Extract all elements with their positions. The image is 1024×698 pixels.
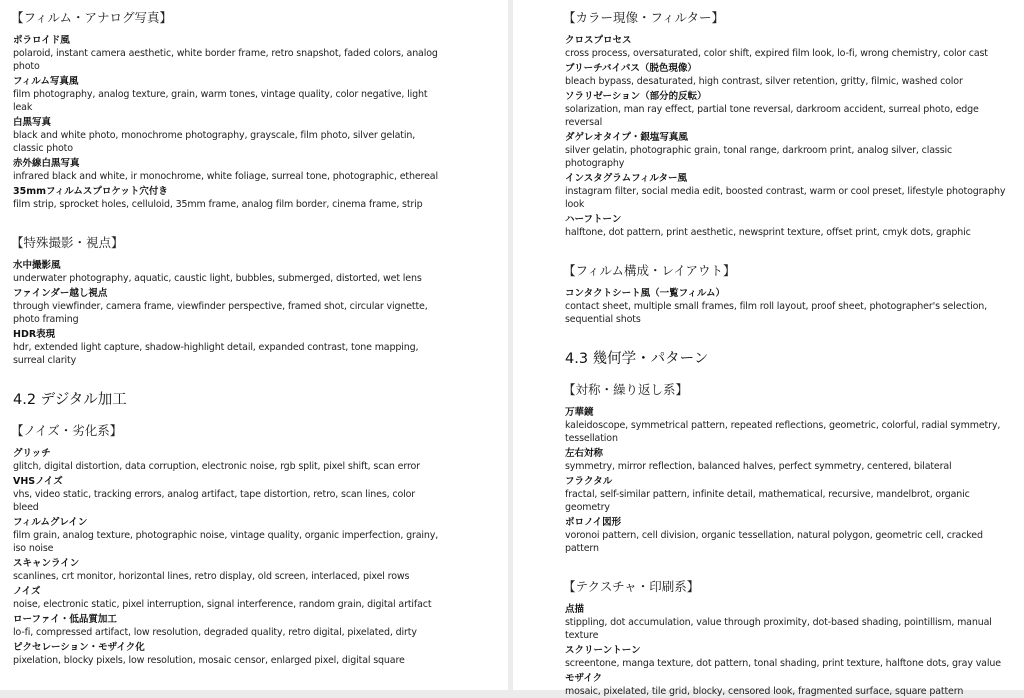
glossary-entry bbox=[565, 406, 1024, 445]
entry-term: 点描 bbox=[565, 604, 585, 615]
glossary-entry bbox=[565, 34, 1024, 60]
entry-description: lo-fi, compressed artifact, low resolution, degraded quality, retro digital, pixelated, dirty bbox=[13, 627, 417, 638]
entry-term: フィルムグレイン bbox=[13, 517, 88, 528]
section-subheading: 【特殊撮影・視点】 bbox=[11, 235, 124, 250]
entry-term: グリッチ bbox=[13, 448, 51, 459]
section-subheading: 【フィルム・アナログ写真】 bbox=[11, 10, 173, 25]
entry-term: ソラリゼーション（部分的反転） bbox=[565, 91, 707, 102]
entry-term: 水中撮影風 bbox=[13, 260, 61, 271]
glossary-entry bbox=[565, 516, 1024, 555]
glossary-entry bbox=[565, 603, 1024, 642]
entry-description: through viewfinder, camera frame, viewfinder perspective, framed shot, circular vignette, photo framing bbox=[13, 301, 428, 325]
glossary-entry bbox=[565, 672, 1024, 698]
glossary-entry bbox=[13, 328, 508, 367]
glossary-entry bbox=[13, 75, 508, 114]
entry-group bbox=[13, 34, 508, 211]
glossary-entry bbox=[13, 157, 508, 183]
entry-description: voronoi pattern, cell division, organic tessellation, natural polygon, geometric cell, cracked pattern bbox=[565, 530, 983, 554]
glossary-entry bbox=[13, 585, 508, 611]
glossary-entry bbox=[13, 557, 508, 583]
entry-group bbox=[565, 603, 1024, 698]
glossary-entry bbox=[565, 475, 1024, 514]
entry-description: fractal, self-similar pattern, infinite detail, mathematical, recursive, mandelbrot, organic geometry bbox=[565, 489, 970, 513]
entry-term: スクリーントーン bbox=[565, 645, 641, 656]
entry-description: kaleidoscope, symmetrical pattern, repeated reflections, geometric, colorful, radial symmetry, tessellation bbox=[565, 420, 1001, 444]
entry-description: vhs, video static, tracking errors, analog artifact, tape distortion, retro, scan lines, color bleed bbox=[13, 489, 416, 513]
glossary-entry bbox=[13, 516, 508, 555]
glossary-entry bbox=[565, 90, 1024, 129]
entry-term: ピクセレーション・モザイク化 bbox=[13, 642, 145, 653]
section-subheading: 【対称・繰り返し系】 bbox=[563, 382, 689, 397]
glossary-entry bbox=[13, 34, 508, 73]
entry-description: symmetry, mirror reflection, balanced halves, perfect symmetry, centered, bilateral bbox=[565, 461, 952, 472]
glossary-entry bbox=[565, 62, 1024, 88]
entry-description: screentone, manga texture, dot pattern, tonal shading, print texture, halftone dots, gray value bbox=[565, 658, 1001, 669]
entry-description: stippling, dot accumulation, value through proximity, dot-based shading, pointillism, manual texture bbox=[565, 617, 992, 641]
entry-term: 白黒写真 bbox=[13, 117, 52, 128]
right-page bbox=[513, 0, 1024, 697]
entry-description: film strip, sprocket holes, celluloid, 35mm frame, analog film border, cinema frame, strip bbox=[13, 199, 423, 210]
entry-description: instagram filter, social media edit, boosted contrast, warm or cool preset, lifestyle photography look bbox=[565, 186, 1006, 210]
entry-term: スキャンライン bbox=[13, 558, 80, 569]
entry-description: solarization, man ray effect, partial tone reversal, darkroom accident, surreal photo, edge reversal bbox=[565, 104, 979, 128]
entry-description: infrared black and white, ir monochrome, white foliage, surreal tone, photographic, ethereal bbox=[13, 171, 438, 182]
entry-group bbox=[565, 34, 1024, 239]
entry-description: contact sheet, multiple small frames, film roll layout, proof sheet, photographer's selection, sequential shots bbox=[565, 301, 987, 325]
glossary-entry bbox=[13, 447, 508, 473]
entry-group bbox=[13, 259, 508, 367]
entry-group bbox=[565, 287, 1024, 326]
entry-description: pixelation, blocky pixels, low resolution, mosaic censor, enlarged pixel, digital square bbox=[13, 655, 405, 666]
entry-term: ノイズ bbox=[13, 586, 41, 597]
glossary-entry bbox=[13, 475, 508, 514]
glossary-entry bbox=[13, 641, 508, 667]
glossary-entry bbox=[13, 185, 508, 211]
entry-term: 35mmフィルムスプロケット穴付き bbox=[13, 186, 168, 197]
entry-group bbox=[565, 406, 1024, 555]
glossary-entry bbox=[565, 213, 1024, 239]
entry-term: インスタグラムフィルター風 bbox=[565, 173, 687, 184]
entry-description: polaroid, instant camera aesthetic, white border frame, retro snapshot, faded colors, analog photo bbox=[13, 48, 438, 72]
entry-description: scanlines, crt monitor, horizontal lines, retro display, old screen, interlaced, pixel rows bbox=[13, 571, 410, 582]
glossary-entry bbox=[565, 287, 1024, 326]
entry-term: ファインダー越し視点 bbox=[13, 288, 108, 299]
entry-description: film grain, analog texture, photographic noise, vintage quality, organic imperfection, grainy, iso noise bbox=[13, 530, 439, 554]
entry-term: ダゲレオタイプ・銀塩写真風 bbox=[565, 132, 688, 143]
entry-term: クロスプロセス bbox=[565, 35, 632, 46]
entry-description: bleach bypass, desaturated, high contrast, silver retention, gritty, filmic, washed color bbox=[565, 76, 963, 87]
entry-group bbox=[13, 447, 508, 667]
left-page bbox=[0, 0, 508, 690]
entry-description: cross process, oversaturated, color shift, expired film look, lo-fi, wrong chemistry, color cast bbox=[565, 48, 988, 59]
glossary-entry bbox=[13, 613, 508, 639]
section-subheading: 【テクスチャ・印刷系】 bbox=[563, 579, 700, 594]
glossary-entry bbox=[565, 447, 1024, 473]
entry-term: ブリーチバイパス（脱色現像） bbox=[565, 63, 697, 74]
entry-description: mosaic, pixelated, tile grid, blocky, censored look, fragmented surface, square pattern bbox=[565, 686, 964, 697]
entry-term: ボロノイ図形 bbox=[565, 517, 622, 528]
section-heading: 4.3 幾何学・パターン bbox=[565, 351, 709, 367]
entry-term: ポラロイド風 bbox=[13, 35, 70, 46]
entry-description: halftone, dot pattern, print aesthetic, newsprint texture, offset print, cmyk dots, graphic bbox=[565, 227, 971, 238]
glossary-entry bbox=[565, 131, 1024, 170]
entry-description: hdr, extended light capture, shadow-highlight detail, expanded contrast, tone mapping, surreal clarity bbox=[13, 342, 419, 366]
glossary-entry bbox=[13, 259, 508, 285]
section-subheading: 【ノイズ・劣化系】 bbox=[11, 423, 123, 438]
entry-description: silver gelatin, photographic grain, tonal range, darkroom print, analog silver, classic photography bbox=[565, 145, 953, 169]
section-subheading: 【カラー現像・フィルター】 bbox=[563, 10, 725, 25]
entry-description: film photography, analog texture, grain, warm tones, vintage quality, color negative, light leak bbox=[13, 89, 428, 113]
section-heading: 4.2 デジタル加工 bbox=[13, 392, 127, 408]
entry-term: モザイク bbox=[565, 673, 603, 684]
entry-term: フラクタル bbox=[565, 476, 613, 487]
entry-term: ハーフトーン bbox=[565, 214, 622, 225]
entry-description: black and white photo, monochrome photography, grayscale, film photo, silver gelatin, classic photo bbox=[13, 130, 416, 154]
glossary-entry bbox=[13, 116, 508, 155]
entry-description: noise, electronic static, pixel interruption, signal interference, random grain, digital artifact bbox=[13, 599, 432, 610]
glossary-entry bbox=[565, 172, 1024, 211]
entry-description: glitch, digital distortion, data corruption, electronic noise, rgb split, pixel shift, scan error bbox=[13, 461, 420, 472]
entry-term: VHSノイズ bbox=[13, 476, 63, 487]
section-subheading: 【フィルム構成・レイアウト】 bbox=[563, 263, 736, 278]
entry-term: ローファイ・低品質加工 bbox=[13, 614, 117, 625]
entry-term: 左右対称 bbox=[565, 448, 604, 459]
entry-description: underwater photography, aquatic, caustic light, bubbles, submerged, distorted, wet lens bbox=[13, 273, 422, 284]
entry-term: HDR表現 bbox=[13, 329, 56, 340]
glossary-entry bbox=[13, 287, 508, 326]
entry-term: 赤外線白黒写真 bbox=[13, 158, 80, 169]
entry-term: 万華鏡 bbox=[565, 407, 594, 418]
glossary-entry bbox=[565, 644, 1024, 670]
entry-term: フィルム写真風 bbox=[13, 76, 79, 87]
entry-term: コンタクトシート風（一覧フィルム） bbox=[565, 288, 725, 299]
